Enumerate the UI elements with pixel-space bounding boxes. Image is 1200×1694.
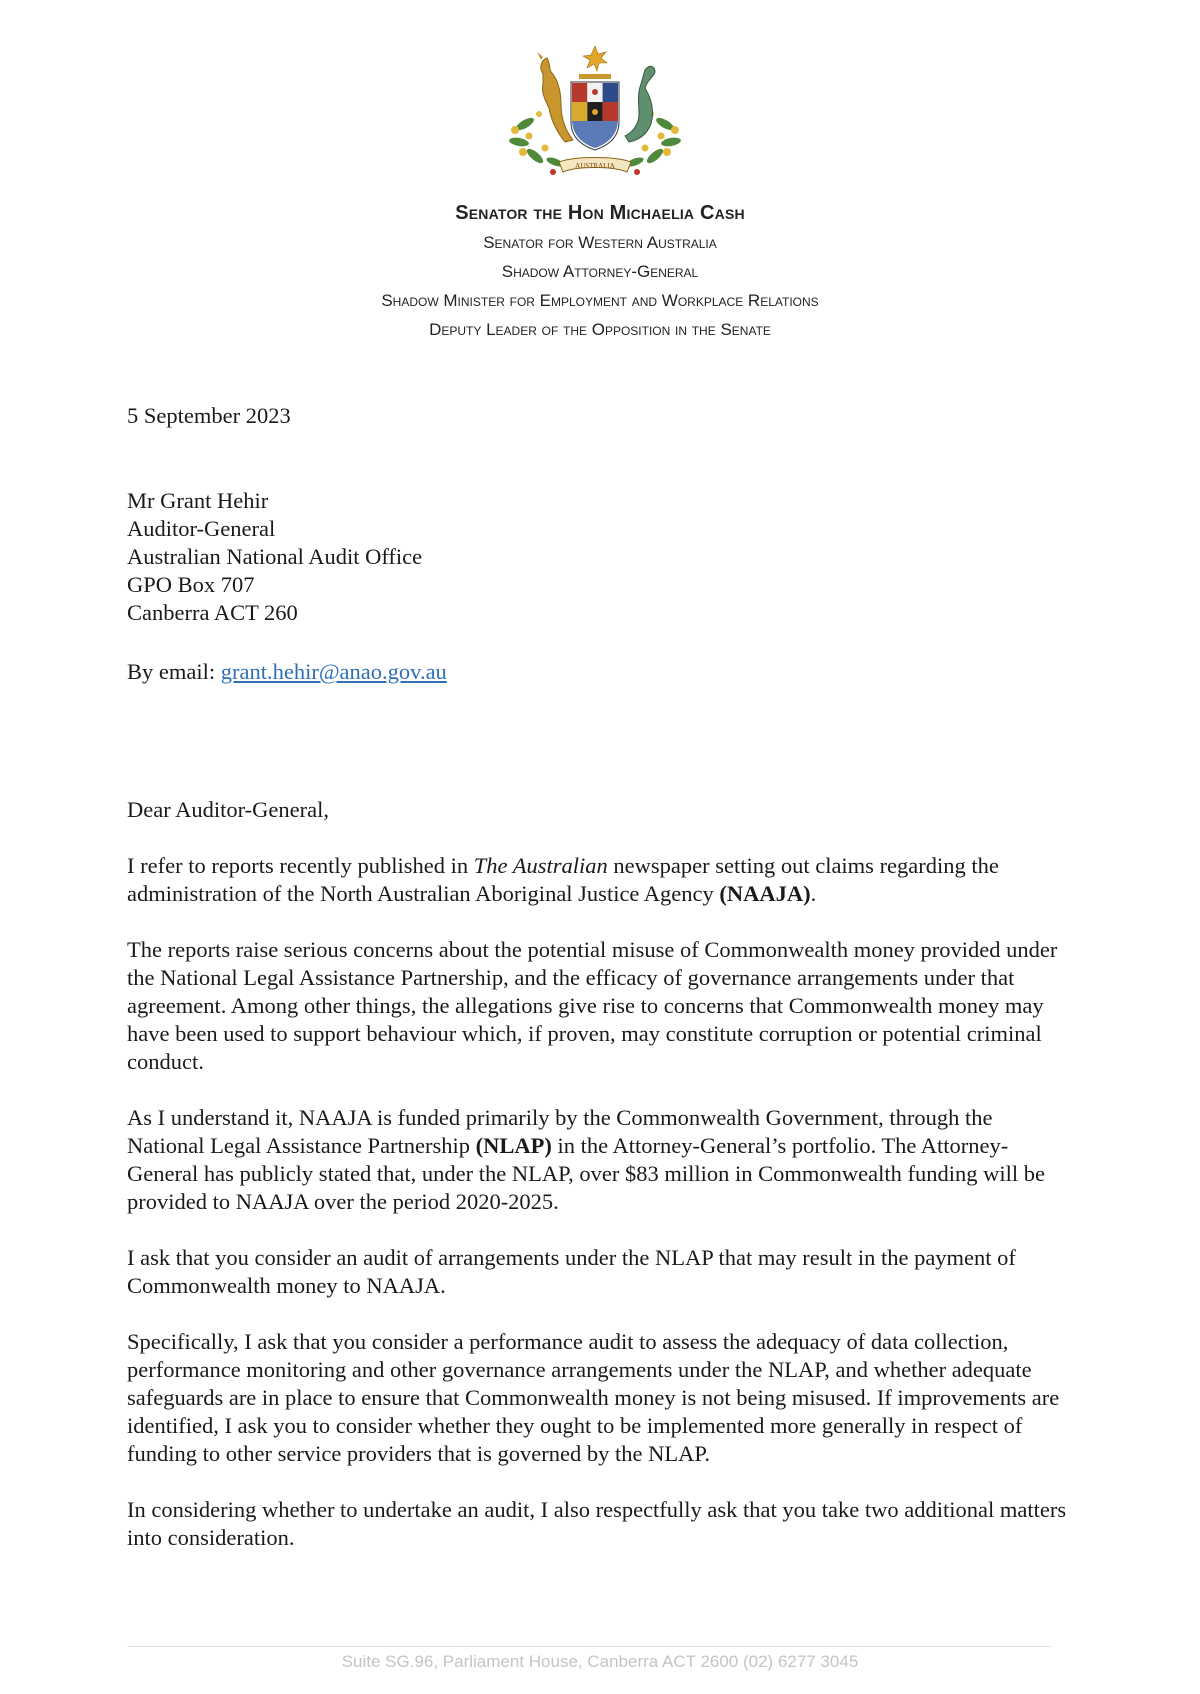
- paragraph-2: The reports raise serious concerns about the potential misuse of Commonwealth money provided under the National Legal Assistance Partnership, and the efficacy of governance arrangements under that agreement. Among other things, the allegations give rise to concerns that Commonwealth money may have been used to support behaviour which, if proven, may constitute corruption or potential criminal conduct.: [127, 937, 1058, 1074]
- letterhead: [0, 198, 1200, 344]
- paragraph-text: As I understand it, NAAJA is funded primarily by the Commonwealth Government, through the National Legal Assistance Partnership: [127, 1105, 993, 1158]
- recipient-address: [127, 487, 422, 627]
- paragraph-4: I ask that you consider an audit of arrangements under the NLAP that may result in the payment of Commonwealth money to NAAJA.: [127, 1245, 1016, 1298]
- letter-date: 5 September 2023: [127, 403, 291, 428]
- footer-divider: [127, 1646, 1052, 1647]
- letter-body: [127, 796, 1067, 1580]
- publication-name: The Australian: [473, 853, 608, 878]
- paragraph-3: [127, 1104, 1067, 1216]
- paragraph-text: newspaper setting out claims regarding the administration of the North Australian Aboriginal Justice Agency: [127, 853, 999, 906]
- letter-date-block: [127, 402, 1077, 430]
- sender-title-line: Senator for Western Australia: [483, 233, 717, 252]
- australian-coat-of-arms-icon: [495, 44, 695, 184]
- sender-name: Senator the Hon Michaelia Cash: [455, 202, 745, 224]
- paragraph-5: Specifically, I ask that you consider a performance audit to assess the adequacy of data collection, performance monitoring and other governance arrangements under the NLAP, and whether adequate safeguards are in place to ensure that Commonwealth money is not being misused. If improvements are identified, I ask you to consider whether they ought to be implemented more generally in respect of funding to other service providers that is governed by the NLAP.: [127, 1329, 1060, 1466]
- paragraph-text: in the Attorney-General’s portfolio. The Attorney-General has publicly stated that, under the NLAP, over $83 million in Commonwealth funding will be provided to NAAJA over the period 2020-2025.: [127, 1133, 1045, 1214]
- salutation: Dear Auditor-General,: [127, 797, 329, 822]
- sender-title-line: Deputy Leader of the Opposition in the Senate: [429, 320, 771, 339]
- email-link[interactable]: grant.hehir@anao.gov.au: [220, 659, 447, 684]
- abbreviation-nlap: (NLAP): [475, 1133, 552, 1158]
- sender-title-line: Shadow Attorney-General: [501, 262, 699, 281]
- recipient-line: Australian National Audit Office: [127, 544, 423, 569]
- paragraph-text: I refer to reports recently published in: [127, 853, 474, 878]
- paragraph-1: [127, 852, 1067, 908]
- footer-address: Suite SG.96, Parliament House, Canberra ACT 2600 (02) 6277 3045: [341, 1652, 859, 1671]
- recipient-line: Auditor-General: [127, 516, 276, 541]
- email-line: [127, 658, 447, 686]
- paragraph-6: In considering whether to undertake an audit, I also respectfully ask that you take two additional matters into consideration.: [127, 1497, 1067, 1550]
- recipient-line: GPO Box 707: [127, 572, 255, 597]
- sender-title-line: Shadow Minister for Employment and Workplace Relations: [381, 291, 819, 310]
- recipient-line: Canberra ACT 260: [127, 600, 298, 625]
- email-label: By email:: [127, 659, 216, 684]
- recipient-line: Mr Grant Hehir: [127, 488, 269, 513]
- abbreviation-naaja: (NAAJA): [719, 881, 811, 906]
- crest-motto: AUSTRALIA: [575, 162, 615, 170]
- paragraph-text: .: [810, 881, 817, 906]
